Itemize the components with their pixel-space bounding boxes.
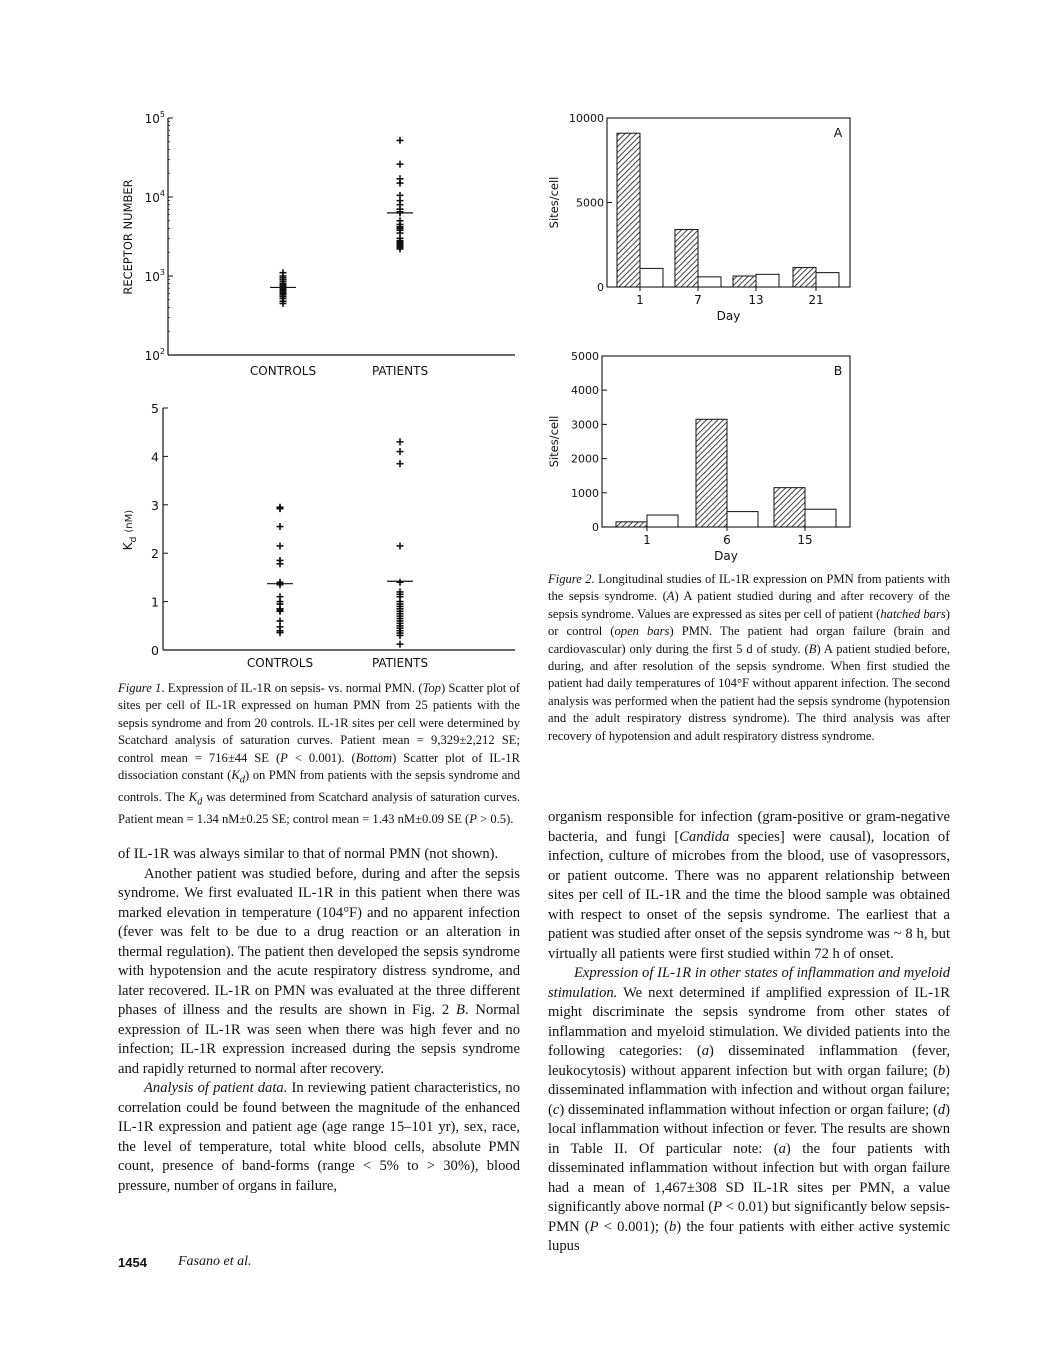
tick-base: 10 — [144, 349, 160, 363]
y-label-unit: (nM) — [124, 509, 135, 533]
tick-exponent: 2 — [159, 347, 165, 356]
text-segment: of IL-1R was always similar to that of normal PMN (not shown). — [118, 846, 499, 862]
y-tick-label: 5 — [151, 401, 159, 416]
y-tick-label: 10000 — [569, 112, 604, 125]
bar-patient — [733, 276, 756, 287]
text-segment: We next determined if amplified expression of IL-1R might discriminate the sepsis syndrome from other states of inflammation and myeloid stimulation. We divided patients into the following categories: ( — [548, 984, 950, 1059]
text-segment: In reviewing patient characteristics, no correlation could be found between the magnitude of the enhanced IL-1R expression and patient age (age range 15–101 yr), sex, race, the level of temperature, total white blood cells, absolute PMN count, presence of band-forms (range < 5% to > 30%), blood pressure, number of organs in failure, — [118, 1080, 520, 1194]
text-segment: ) Scatter plot of sites per cell of IL-1R expressed on human PMN from 25 patients with the sepsis syndrome and from 20 controls. IL-1R sites per cell were determined by Scatchard analysis of saturation curves. Patient mean = 9,329±2,212 SE; control mean = 716±44 SE ( — [118, 681, 520, 765]
y-tick-label: 0 — [151, 643, 159, 658]
text-segment: . Normal expression of IL-1R was seen when there was high fever and no infection; IL-1R expression increased during the sepsis syndrome and rapidly returned to normal after recovery. — [118, 1002, 520, 1077]
text-segment: d — [937, 1101, 946, 1118]
x-tick-label: 1 — [636, 293, 644, 307]
x-category-label: PATIENTS — [371, 364, 429, 378]
x-tick-label: 6 — [723, 533, 731, 547]
figure-2b-bar-chart — [547, 350, 850, 563]
text-segment: Expression of IL-1R in other states of inflammation and myeloid stimulation. — [548, 965, 950, 1001]
text-segment: ) PMN. The patient had organ failure (brain and cardiovascular) only during the first 5 d of study. ( — [548, 624, 950, 656]
y-tick-label: 0 — [592, 521, 599, 534]
text-segment: b — [668, 1218, 677, 1235]
text-segment: P — [469, 811, 477, 826]
x-tick-label: 21 — [808, 293, 824, 307]
text-segment: ) disseminated inflammation with infection and without organ failure; ( — [548, 1062, 950, 1118]
text-segment: b — [937, 1062, 946, 1079]
text-segment: . Expression of IL-1R on sepsis- vs. normal PMN. ( — [161, 681, 423, 695]
data-point — [397, 579, 404, 586]
data-point — [397, 641, 404, 648]
x-tick-label: 7 — [694, 293, 702, 307]
paragraph — [118, 845, 520, 865]
tick-base: 10 — [144, 270, 160, 284]
figure-1-bottom-scatter — [121, 401, 515, 670]
text-segment: Another patient was studied before, during and after the sepsis syndrome. We first evaluated IL-1R in this patient when there was marked elevation in temperature (104°F) and no apparent infection (fever was felt to be due to a drug reaction or an alteration in thermal regulation). The patient then developed the sepsis syndrome with hypotension and the acute respiratory distress syndrome, and later recovered. IL-1R on PMN was evaluated at the three different phases of illness and the results are shown in Fig. 2 — [118, 865, 520, 1018]
data-point — [397, 161, 404, 168]
y-tick-label — [145, 268, 165, 284]
text-segment: < 0.001); ( — [598, 1218, 669, 1235]
y-tick-label — [145, 347, 165, 363]
bar-patient — [617, 133, 640, 287]
figure-2a-bar-chart — [547, 112, 850, 323]
tick-exponent: 5 — [159, 110, 165, 119]
text-segment: open bars — [614, 624, 670, 639]
figure-1-caption — [118, 680, 520, 828]
data-point — [397, 137, 404, 144]
text-segment: d — [239, 774, 245, 786]
plot-frame — [607, 118, 850, 287]
y-tick-label: 2 — [151, 546, 159, 562]
y-tick-label: 4 — [151, 449, 159, 465]
data-point — [277, 560, 284, 567]
data-point — [397, 438, 404, 445]
text-segment: a — [778, 1140, 786, 1157]
text-segment: species] were causal), location of infection, culture of microbes from the blood, use of vasopressors, or patient outcome. There was no apparent relationship between sites per cell of IL-1R and the time the blood sample was obtained with respect to onset of the sepsis syndrome. The earliest that a patient was studied after onset of the sepsis syndrome was ~ 8 h, but virtually all patients were first studied within 72 h of onset. — [548, 828, 950, 962]
running-author: Fasano et al. — [178, 1254, 252, 1269]
y-label-k: K — [121, 542, 135, 551]
x-tick-label: 15 — [797, 533, 813, 547]
text-segment: B — [808, 641, 817, 656]
x-category-label: CONTROLS — [246, 656, 314, 670]
bar-control — [698, 277, 721, 287]
bar-control — [816, 273, 839, 287]
y-axis-label — [121, 510, 139, 550]
text-segment: ) Scatter plot of IL-1R dissociation constant ( — [118, 750, 520, 783]
figure-1-top-scatter — [121, 110, 515, 378]
text-segment: > 0.5). — [476, 811, 514, 826]
y-axis-label: Sites/cell — [547, 176, 561, 229]
tick-base: 10 — [144, 112, 160, 126]
data-point — [277, 523, 284, 530]
text-segment: < 0.001). ( — [287, 750, 356, 765]
text-segment: P — [713, 1199, 723, 1215]
bar-control — [805, 509, 836, 527]
x-axis-label: Day — [714, 549, 738, 563]
bar-patient — [675, 230, 698, 287]
bar-patient — [616, 522, 647, 527]
right-column-body — [548, 808, 950, 1257]
text-segment: A — [666, 589, 675, 604]
text-segment: ) A patient studied before, during, and after resolution of the sepsis syndrome. When first studied the patient had daily temperatures of 104°F without apparent infection. The second analysis was performed when the patient had the sepsis syndrome (hypotension and the adult respiratory distress syndrome). The third analysis was after recovery of hypotension and adult respiratory distress syndrome. — [548, 641, 950, 743]
tick-base: 10 — [144, 191, 160, 205]
text-segment: organism responsible for infection (gram-positive or gram-negative bacteria, and fungi [ — [548, 809, 950, 845]
panel-label: B — [833, 363, 843, 378]
text-segment: K — [231, 768, 240, 783]
bar-control — [640, 268, 663, 287]
figure-2-caption — [548, 571, 950, 745]
text-segment: ) or control ( — [548, 606, 950, 639]
y-label-subscript: d — [129, 536, 139, 543]
paragraph — [118, 865, 520, 1080]
data-point — [277, 505, 284, 512]
y-tick-label: 5000 — [571, 350, 599, 363]
bar-control — [647, 515, 678, 527]
text-segment: P — [280, 750, 288, 765]
text-segment: B — [456, 1002, 465, 1018]
bar-control — [756, 274, 779, 287]
text-segment: ) the four patients with disseminated inflammation without infection but with organ failure had a mean of 1,467±308 SD IL-1R sites per PMN, a value significantly above normal ( — [548, 1140, 950, 1215]
bar-patient — [774, 488, 805, 527]
panel-label: A — [833, 125, 843, 140]
y-axis-label: Sites/cell — [547, 415, 561, 468]
tick-exponent: 4 — [159, 189, 165, 198]
text-segment: ) on PMN from patients with the sepsis syndrome and controls. The — [118, 768, 520, 804]
data-point — [397, 542, 404, 549]
text-segment: Candida — [679, 828, 730, 845]
data-point — [397, 460, 404, 467]
y-tick-label: 3000 — [571, 418, 599, 432]
text-segment: ) the four patients with either active systemic lupus — [548, 1218, 950, 1254]
text-segment: Bottom — [355, 750, 393, 765]
x-tick-label: 1 — [643, 533, 651, 547]
y-tick-label: 1000 — [571, 486, 599, 500]
y-tick-label: 3 — [151, 497, 159, 513]
y-tick-label: 2000 — [571, 452, 599, 466]
y-tick-label: 4000 — [571, 384, 599, 398]
text-segment: ) disseminated inflammation without infection or organ failure; ( — [559, 1101, 938, 1118]
text-segment: Analysis of patient data. — [144, 1080, 288, 1096]
text-segment: K — [188, 789, 198, 804]
y-tick-label: 1 — [151, 594, 159, 610]
text-segment: was determined from Scatchard analysis of saturation curves. Patient mean = 1.34 nM±0.25 SE; control mean = 1.43 nM±0.09 SE ( — [118, 789, 521, 826]
x-axis-label: Day — [716, 309, 741, 323]
bar-patient — [793, 268, 816, 287]
y-tick-label: 0 — [597, 281, 604, 294]
text-segment: Figure 2. — [548, 572, 595, 586]
x-category-label: PATIENTS — [371, 656, 429, 670]
text-segment: hatched bars — [880, 606, 946, 621]
text-segment: P — [589, 1218, 599, 1235]
text-segment: < 0.01) but significantly below sepsis-PMN ( — [548, 1199, 950, 1235]
text-segment: ) disseminated inflammation (fever, leukocytosis) without apparent infection but with organ failure; ( — [548, 1043, 950, 1079]
text-segment: Figure 1 — [118, 681, 162, 695]
text-segment: a — [701, 1043, 710, 1059]
y-axis-label: RECEPTOR NUMBER — [121, 179, 135, 295]
data-point — [277, 542, 284, 549]
data-point — [397, 180, 404, 187]
text-segment: ) local inflammation without infection or fever. The results are shown in Table II. Of particular note: ( — [548, 1101, 950, 1157]
page-number: 1454 — [118, 1255, 147, 1270]
data-point — [397, 448, 404, 455]
text-segment: Top — [422, 681, 441, 695]
text-segment: ) A patient studied during and after recovery of the sepsis syndrome. Values are expressed as sites per cell of patient ( — [548, 589, 951, 621]
text-segment: c — [552, 1101, 560, 1118]
y-tick-label — [145, 110, 165, 126]
x-category-label: CONTROLS — [249, 364, 317, 378]
text-segment: d — [197, 796, 203, 808]
paragraph — [548, 964, 950, 1257]
x-tick-label: 13 — [748, 293, 764, 307]
bar-control — [727, 512, 758, 527]
y-tick-label: 5000 — [576, 196, 604, 210]
paragraph — [118, 1079, 520, 1196]
paragraph — [548, 808, 950, 964]
bar-patient — [696, 419, 727, 527]
tick-exponent: 3 — [159, 268, 165, 277]
text-segment: Longitudinal studies of IL-1R expression on PMN from patients with the sepsis syndrome. ( — [548, 572, 951, 604]
y-tick-label — [145, 189, 165, 205]
left-column-body — [118, 845, 520, 1196]
